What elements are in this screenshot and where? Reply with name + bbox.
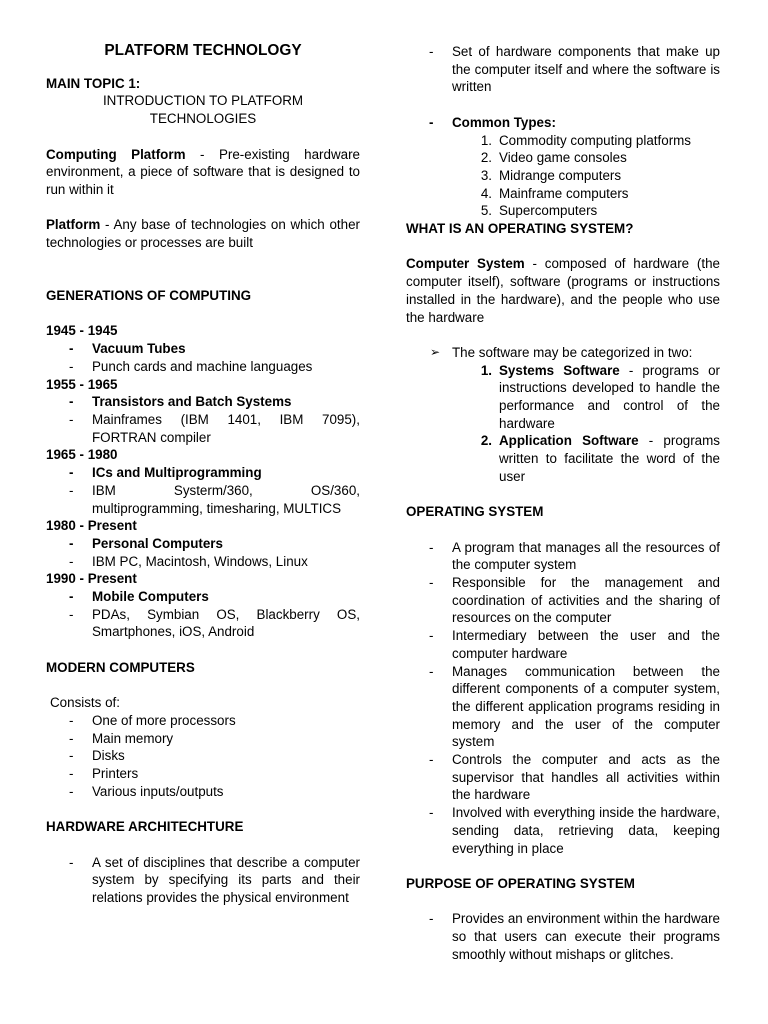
numbered-item: 4. Mainframe computers	[480, 185, 629, 201]
list-item: - A program that manages all the resources of the computer system	[429, 539, 720, 573]
generation-block	[46, 446, 360, 517]
left-column	[46, 42, 360, 907]
computing-platform-definition	[46, 146, 360, 199]
generation-detail: - Mainframes (IBM 1401, IBM 7095), FORTRAN compiler	[69, 411, 360, 445]
platform-term: Platform	[46, 217, 101, 233]
list-item: - A set of disciplines that describe a computer system by specifying its parts and their relations provides the physical environment	[69, 854, 360, 905]
generation-name: - Vacuum Tubes	[69, 341, 186, 357]
numbered-item: 1. Systems Software - programs or instructions developed to handle the performance and control of the hardware	[480, 362, 720, 431]
computer-system-definition	[406, 255, 720, 326]
generation-name: - Personal Computers	[69, 535, 223, 551]
generation-detail: - IBM PC, Macintosh, Windows, Linux	[69, 553, 308, 569]
numbered-item: 3. Midrange computers	[480, 167, 622, 183]
modern-computers-heading: MODERN COMPUTERS	[46, 659, 195, 675]
list-item: - Printers	[69, 766, 139, 782]
list-item: - Responsible for the management and coordination of activities and the sharing of resources on the computer	[429, 575, 720, 626]
arrow-item: ➢ The software may be categorized in two:	[430, 344, 693, 360]
generation-name: - Transistors and Batch Systems	[69, 394, 292, 410]
main-topic-line-1: INTRODUCTION TO PLATFORM	[102, 93, 304, 109]
computer-system-text: - composed of hardware (the computer itself), software (programs or instructions installed in the hardware), and the people who use the hardware	[406, 256, 720, 325]
generation-block	[46, 322, 360, 375]
generation-years: 1965 - 1980	[46, 447, 118, 463]
list-item: - Manages communication between the different components of a computer system, the different application programs residing in memory and the user of the computer system	[429, 663, 720, 750]
list-item: - Involved with everything inside the hardware, sending data, retrieving data, keeping everything in place	[429, 805, 720, 856]
document-title: PLATFORM TECHNOLOGY	[104, 42, 302, 59]
generations-heading: GENERATIONS OF COMPUTING	[46, 288, 252, 304]
computing-platform-term: Computing Platform	[46, 146, 186, 162]
generation-years: 1955 - 1965	[46, 376, 118, 392]
generation-name: - ICs and Multiprogramming	[69, 465, 262, 481]
generation-years: 1990 - Present	[46, 571, 137, 587]
computer-system-term: Computer System	[406, 256, 525, 272]
main-topic-label: MAIN TOPIC 1:	[46, 75, 141, 91]
common-types-label: - Common Types:	[429, 114, 556, 130]
generation-block	[46, 376, 360, 447]
generation-years: 1945 - 1945	[46, 323, 118, 339]
generation-block	[46, 570, 360, 641]
list-item: - Set of hardware components that make up the computer itself and where the software is written	[429, 44, 720, 95]
platform-definition	[46, 216, 360, 251]
numbered-item: 1. Commodity computing platforms	[480, 132, 692, 148]
numbered-item: 2. Video game consoles	[480, 150, 627, 166]
list-item: - One of more processors	[69, 712, 236, 728]
generation-detail: - Punch cards and machine languages	[69, 358, 313, 374]
list-item: - Intermediary between the user and the computer hardware	[429, 628, 720, 661]
generation-block	[46, 517, 360, 570]
hardware-architecture-heading: HARDWARE ARCHITECHTURE	[46, 819, 244, 835]
list-item: - Main memory	[69, 730, 174, 746]
what-is-os-heading: WHAT IS AN OPERATING SYSTEM?	[406, 221, 634, 237]
list-item: - Controls the computer and acts as the supervisor that handles all activities within the hardware	[429, 752, 720, 803]
generation-detail: - IBM Systerm/360, OS/360, multiprogramming, timesharing, MULTICS	[69, 482, 360, 516]
generation-years: 1980 - Present	[46, 518, 137, 534]
list-item: - Various inputs/outputs	[69, 783, 224, 799]
list-item: - Disks	[69, 748, 125, 764]
generation-name: - Mobile Computers	[69, 589, 209, 605]
operating-system-heading: OPERATING SYSTEM	[406, 504, 544, 520]
numbered-item: 5. Supercomputers	[480, 203, 598, 219]
computing-platform-text: - Pre-existing hardware environment, a piece of software that is designed to run within it	[46, 146, 360, 197]
main-topic-line-2: TECHNOLOGIES	[149, 111, 257, 127]
generation-detail: - PDAs, Symbian OS, Blackberry OS, Smartphones, iOS, Android	[69, 606, 360, 640]
platform-text: - Any base of technologies on which other technologies or processes are built	[46, 217, 360, 250]
arrow-bullet-icon: ➢	[430, 344, 441, 359]
purpose-os-heading: PURPOSE OF OPERATING SYSTEM	[406, 875, 635, 891]
consists-of-label: Consists of:	[50, 695, 120, 711]
list-item: - Provides an environment within the hardware so that users can execute their programs smoothly without mishaps or glitches.	[429, 911, 720, 962]
right-column	[406, 43, 720, 963]
numbered-item: 2. Application Software - programs written to facilitate the word of the user	[480, 433, 720, 484]
